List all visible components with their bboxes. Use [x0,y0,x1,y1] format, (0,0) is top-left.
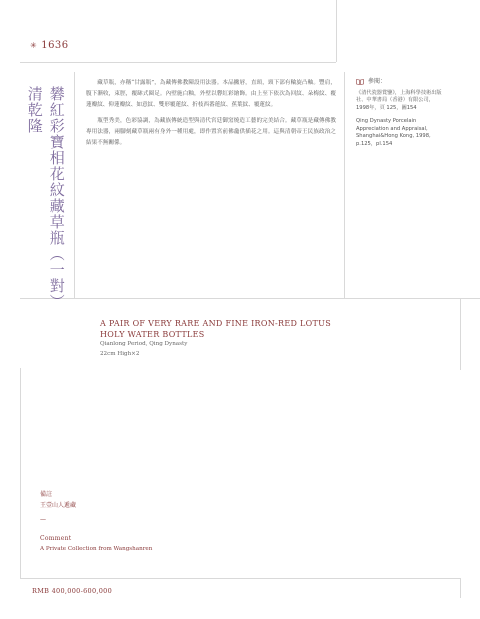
title-object-cn: 礬紅彩寶相花紋藏草瓶（一對） [47,86,66,310]
provenance-label: 備註 [40,491,53,498]
description-paragraph: 藏草瓶，亦稱“甘露瓶”，為藏傳佛教陳設用法器。本品撇唇，直頸，頸下部有輪旋凸軸。豐肩，腹下漸收，束脛，覆缽式圈足。內壁施白釉，外壁以礬紅彩繪飾。由上至下依次為回紋、朵梅紋、覆蓮瓣紋、仰蓮瓣紋、如意紋、雙形覆蓮紋、折枝西番蓮紋、蕉葉紋、覆蓮紋。 [86,80,336,109]
lot-marker: ✳ [30,41,38,50]
english-period: Qianlong Period, Qing Dynasty [100,341,188,347]
description-cn [86,78,336,153]
reference-block [356,78,446,148]
mid-vrule-lower [460,298,461,370]
reference-en: Qing Dynasty Porcelain Appreciation and Appraisal, Shanghai&Hong Kong, 1998, p.125，pl.154 [356,118,431,147]
reference-label: 參閱： [368,78,387,85]
reference-header [356,78,446,86]
provenance-text: 王壹山人遞藏 [40,502,77,509]
reference-cn: 《清代瓷器賞鑒》，上海科學技術出版社、中華書局（香港）有限公司，1998年，頁 125，圖154 [356,89,442,111]
comment-text: A Private Collection from Wangshanren [40,546,153,552]
separator-dash: — [40,516,46,523]
lot-number-text: 1636 [41,40,69,51]
title-period-cn: 清乾隆 [25,86,44,134]
book-icon [356,79,364,85]
english-size: 22cm High×2 [100,351,140,357]
mid-rule [20,298,480,299]
bottom-rule [20,578,460,579]
comment-label: Comment [40,535,72,542]
lower-vrule [20,368,21,578]
left-vrule [74,72,75,298]
bottom-vrule [460,578,461,598]
english-title: A PAIR OF VERY RARE AND FINE IRON-RED LOTUS HOLY WATER BOTTLES [100,319,331,339]
top-right-vrule [336,0,337,62]
top-rule [20,62,336,63]
estimate: RMB 400,000-600,000 [32,587,113,595]
mid-vrule [344,72,345,298]
description-paragraph: 瓶型秀美，色彩協調，為藏族傳統造型與清代宮廷御窯燒造工藝的完美結合。藏草瓶是藏傳佛教專用法器，兩腳刻藏草瓶兩有身外一種用處，即作置宮前佛龕供插花之用。這與清朝帝王民族政治之結果不無關係。 [86,117,336,147]
lot-number [30,40,69,51]
